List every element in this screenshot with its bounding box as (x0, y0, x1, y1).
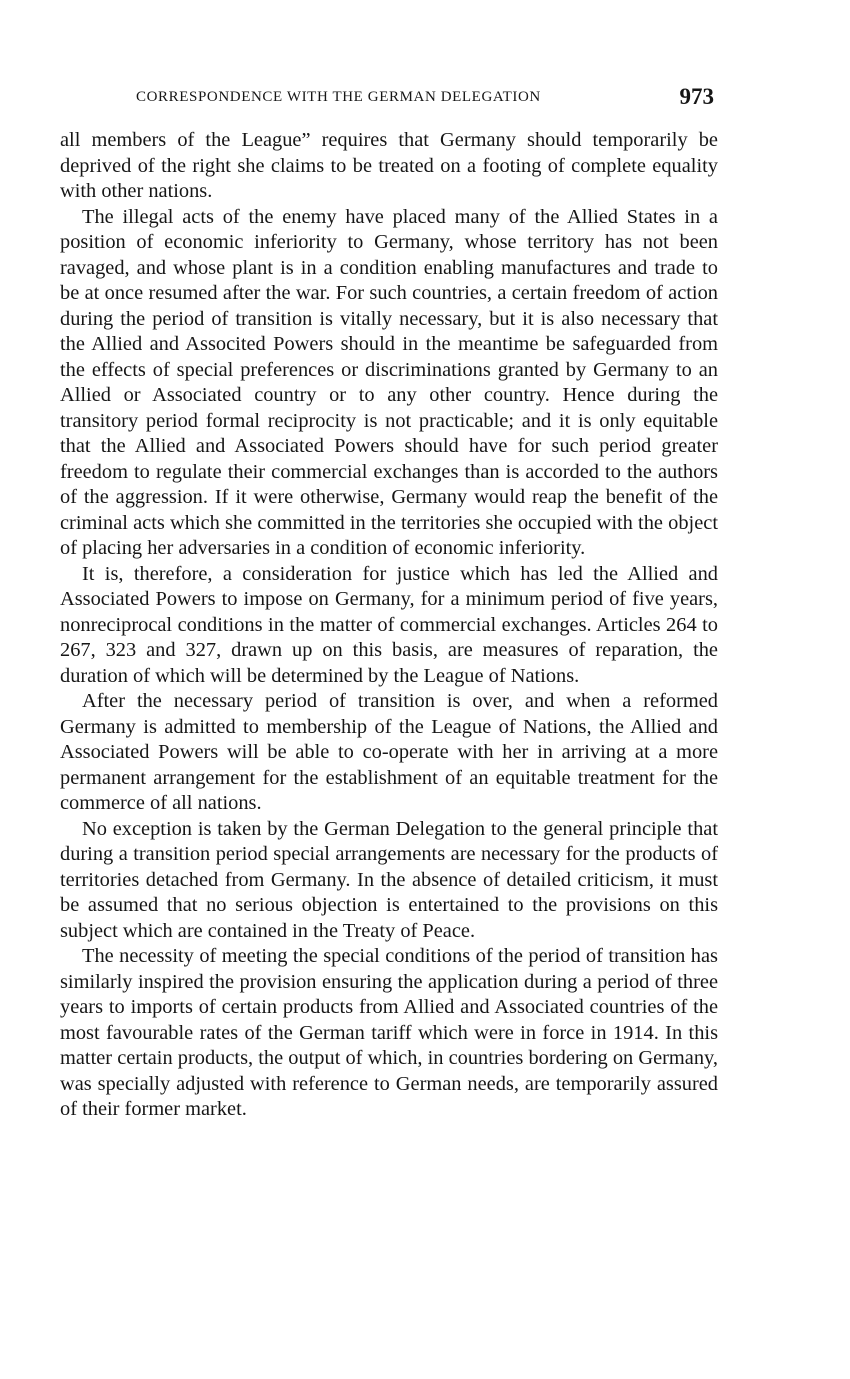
page-number: 973 (679, 84, 714, 109)
paragraph: The necessity of meeting the special conditions of the period of transition has similarly inspired the provision ensuring the application during a period of three years to imports of certain products from Allied and Associated countries of the most favourable rates of the German tariff which were in force in 1914. In this matter certain products, the output of which, in countries bordering on Germany, was specially adjusted with reference to German needs, are temporarily assured of their former market. (60, 945, 718, 1120)
paragraph: After the necessary period of transition is over, and when a reformed Germany is admitted to membership of the League of Nations, the Allied and Associated Powers will be able to co-operate with her in arriving at a more permanent arrangement for the establishment of an equitable treatment for the commerce of all nations. (60, 690, 718, 814)
paragraph: No exception is taken by the German Delegation to the general principle that during a transition period special arrangements are necessary for the products of territories detached from Germany. In the absence of detailed criticism, it must be assumed that no serious objection is entertained to the provisions on this subject which are contained in the Treaty of Peace. (60, 817, 718, 942)
paragraph-continued: all members of the League” requires that Germany should temporarily be deprived of the right she claims to be treated on a footing of complete equality with other nations. (60, 129, 718, 202)
body-text (60, 128, 718, 1123)
running-head (60, 84, 720, 112)
paragraph: It is, therefore, a consideration for justice which has led the Allied and Associated Powers to impose on Germany, for a minimum period of five years, nonreciprocal conditions in the matter of commercial exchanges. Articles 264 to 267, 323 and 327, drawn up on this basis, are measures of reparation, the duration of which will be determined by the League of Nations. (60, 562, 718, 687)
running-title: CORRESPONDENCE WITH THE GERMAN DELEGATION (136, 89, 541, 105)
paragraph: The illegal acts of the enemy have placed many of the Allied States in a position of economic inferiority to Germany, whose territory has not been ravaged, and whose plant is in a condition enabling manufactures and trade to be at once resumed after the war. For such countries, a certain freedom of action during the period of transition is vitally necessary, but it is also necessary that the Allied and Associted Powers should in the meantime be safeguarded from the effects of special preferences or discriminations granted by Germany to an Allied or Associated country or to any other country. Hence during the transitory period formal reciprocity is not practicable; and it is only equitable that the Allied and Associated Powers should have for such period greater freedom to regulate their commercial exchanges than is accorded to the authors of the aggression. If it were otherwise, Germany would reap the benefit of the criminal acts which she committed in the territories she occupied with the object of placing her adversaries in a condition of economic inferiority. (60, 205, 718, 559)
